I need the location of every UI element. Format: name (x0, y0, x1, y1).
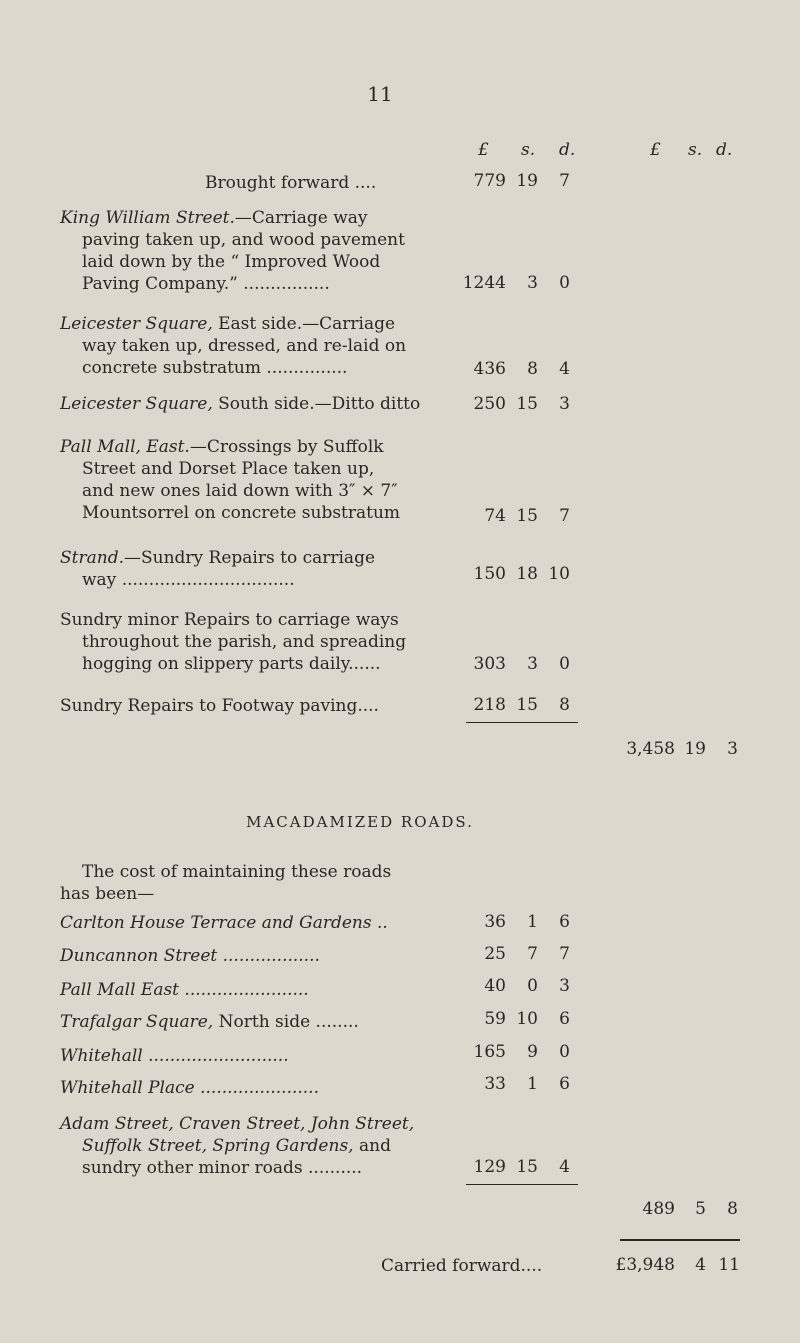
road-adam-street-line-3: sundry other minor roads .......... (82, 1158, 363, 1178)
road-carlton-house-shillings: 1 (527, 912, 538, 932)
entry-sundry-minor-pence: 0 (559, 654, 570, 674)
entry-pall-mall-pounds: 74 (484, 506, 506, 526)
col-pence-header-2: d. (716, 140, 733, 160)
entry-strand-pence: 10 (548, 564, 570, 584)
page-number: 11 (367, 82, 393, 106)
carried-forward-pence: 11 (718, 1255, 740, 1275)
road-adam-street-shillings: 15 (516, 1157, 538, 1177)
road-adam-street-pence: 4 (559, 1157, 570, 1177)
road-trafalgar: Trafalgar Square, North side ........ (60, 1012, 359, 1032)
entry-leicester-east-shillings: 8 (527, 359, 538, 379)
col-pence-header: d. (559, 140, 576, 160)
entry-pall-mall-line-2: Street and Dorset Place taken up, (82, 459, 375, 479)
road-trafalgar-pence: 6 (559, 1009, 570, 1029)
road-carlton-house-pounds: 36 (484, 912, 506, 932)
entry-leicester-south-pence: 3 (559, 394, 570, 414)
road-whitehall-pounds: 165 (473, 1042, 506, 1062)
carried-forward-pounds: £3,948 (615, 1255, 675, 1275)
brought-forward-shillings: 19 (516, 171, 538, 191)
entry-sundry-minor-pounds: 303 (473, 654, 506, 674)
road-whitehall-place: Whitehall Place ...................... (60, 1078, 319, 1098)
road-whitehall-place-pence: 6 (559, 1074, 570, 1094)
road-duncannon-shillings: 7 (527, 944, 538, 964)
subtotal2-pounds: 489 (642, 1199, 675, 1219)
road-trafalgar-pounds: 59 (484, 1009, 506, 1029)
subtotal2-pence: 8 (727, 1199, 738, 1219)
entry-king-william-shillings: 3 (527, 273, 538, 293)
entry-pall-mall-line-3: and new ones laid down with 3″ × 7″ (82, 481, 398, 501)
road-whitehall-place-shillings: 1 (527, 1074, 538, 1094)
subtotal1-pounds: 3,458 (626, 739, 675, 759)
carried-forward-label: Carried forward.... (381, 1256, 543, 1276)
entry-king-william-pence: 0 (559, 273, 570, 293)
entry-sundry-minor-line-3: hogging on slippery parts daily...... (82, 654, 381, 674)
subtotal1-shillings: 19 (684, 739, 706, 759)
entry-footway-shillings: 15 (516, 695, 538, 715)
brought-forward-pence: 7 (559, 171, 570, 191)
entry-leicester-south-pounds: 250 (473, 394, 506, 414)
entry-leicester-east-line-2: way taken up, dressed, and re-laid on (82, 336, 407, 356)
subtotal-rule-2 (466, 1184, 578, 1185)
subtotal-rule-1 (466, 722, 578, 723)
entry-strand-line-2: way ................................ (82, 570, 295, 590)
brought-forward-pounds: 779 (473, 171, 506, 191)
entry-king-william-line-2: paving taken up, and wood pavement (82, 230, 405, 250)
col-shillings-header-2: s. (688, 140, 703, 160)
entry-king-william-line-3: laid down by the “ Improved Wood (82, 252, 381, 272)
intro-line-2: has been— (60, 884, 155, 904)
road-carlton-house-pence: 6 (559, 912, 570, 932)
entry-sundry-minor-line-2: throughout the parish, and spreading (82, 632, 407, 652)
entry-sundry-minor-line-1: Sundry minor Repairs to carriage ways (60, 610, 399, 630)
road-whitehall: Whitehall .......................... (60, 1046, 289, 1066)
entry-pall-mall-line-4: Mountsorrel on concrete substratum (82, 503, 401, 523)
subtotal2-shillings: 5 (695, 1199, 706, 1219)
entry-strand-shillings: 18 (516, 564, 538, 584)
entry-footway-pence: 8 (559, 695, 570, 715)
entry-footway-line-1: Sundry Repairs to Footway paving.... (60, 696, 379, 716)
section-heading: MACADAMIZED ROADS. (246, 813, 474, 831)
entry-king-william-pounds: 1244 (462, 273, 506, 293)
col-pounds-header-2: £ (650, 140, 661, 160)
col-pounds-header: £ (478, 140, 489, 160)
entry-footway-pounds: 218 (473, 695, 506, 715)
road-adam-street-pounds: 129 (473, 1157, 506, 1177)
entry-leicester-east-pence: 4 (559, 359, 570, 379)
entry-leicester-east-line-3: concrete substratum ............... (82, 358, 348, 378)
carried-forward-shillings: 4 (695, 1255, 706, 1275)
road-duncannon: Duncannon Street .................. (60, 946, 320, 966)
entry-strand-pounds: 150 (473, 564, 506, 584)
entry-king-william-line-4: Paving Company.” ................ (82, 274, 330, 294)
road-pall-mall-east-shillings: 0 (527, 976, 538, 996)
col-shillings-header: s. (521, 140, 536, 160)
entry-pall-mall-line-1: Pall Mall, East.—Crossings by Suffolk (60, 437, 384, 457)
intro-line-1: The cost of maintaining these roads (82, 862, 392, 882)
road-whitehall-place-pounds: 33 (484, 1074, 506, 1094)
entry-king-william-line-1: King William Street.—Carriage way (60, 208, 368, 228)
road-whitehall-shillings: 9 (527, 1042, 538, 1062)
road-duncannon-pounds: 25 (484, 944, 506, 964)
road-carlton-house: Carlton House Terrace and Gardens .. (60, 913, 388, 933)
road-adam-street-line-1: Adam Street, Craven Street, John Street, (60, 1114, 415, 1134)
road-whitehall-pence: 0 (559, 1042, 570, 1062)
total-rule (620, 1239, 740, 1241)
road-trafalgar-shillings: 10 (516, 1009, 538, 1029)
road-pall-mall-east-pounds: 40 (484, 976, 506, 996)
brought-forward-label: Brought forward .... (205, 173, 377, 193)
road-pall-mall-east-pence: 3 (559, 976, 570, 996)
subtotal1-pence: 3 (727, 739, 738, 759)
entry-leicester-east-line-1: Leicester Square, East side.—Carriage (60, 314, 396, 334)
entry-sundry-minor-shillings: 3 (527, 654, 538, 674)
entry-strand-line-1: Strand.—Sundry Repairs to carriage (60, 548, 376, 568)
entry-leicester-south-line-1: Leicester Square, South side.—Ditto ditto (60, 394, 421, 414)
entry-pall-mall-pence: 7 (559, 506, 570, 526)
road-duncannon-pence: 7 (559, 944, 570, 964)
road-adam-street-line-2: Suffolk Street, Spring Gardens, and (82, 1136, 391, 1156)
entry-pall-mall-shillings: 15 (516, 506, 538, 526)
road-pall-mall-east: Pall Mall East ....................... (60, 980, 309, 1000)
entry-leicester-south-shillings: 15 (516, 394, 538, 414)
entry-leicester-east-pounds: 436 (473, 359, 506, 379)
